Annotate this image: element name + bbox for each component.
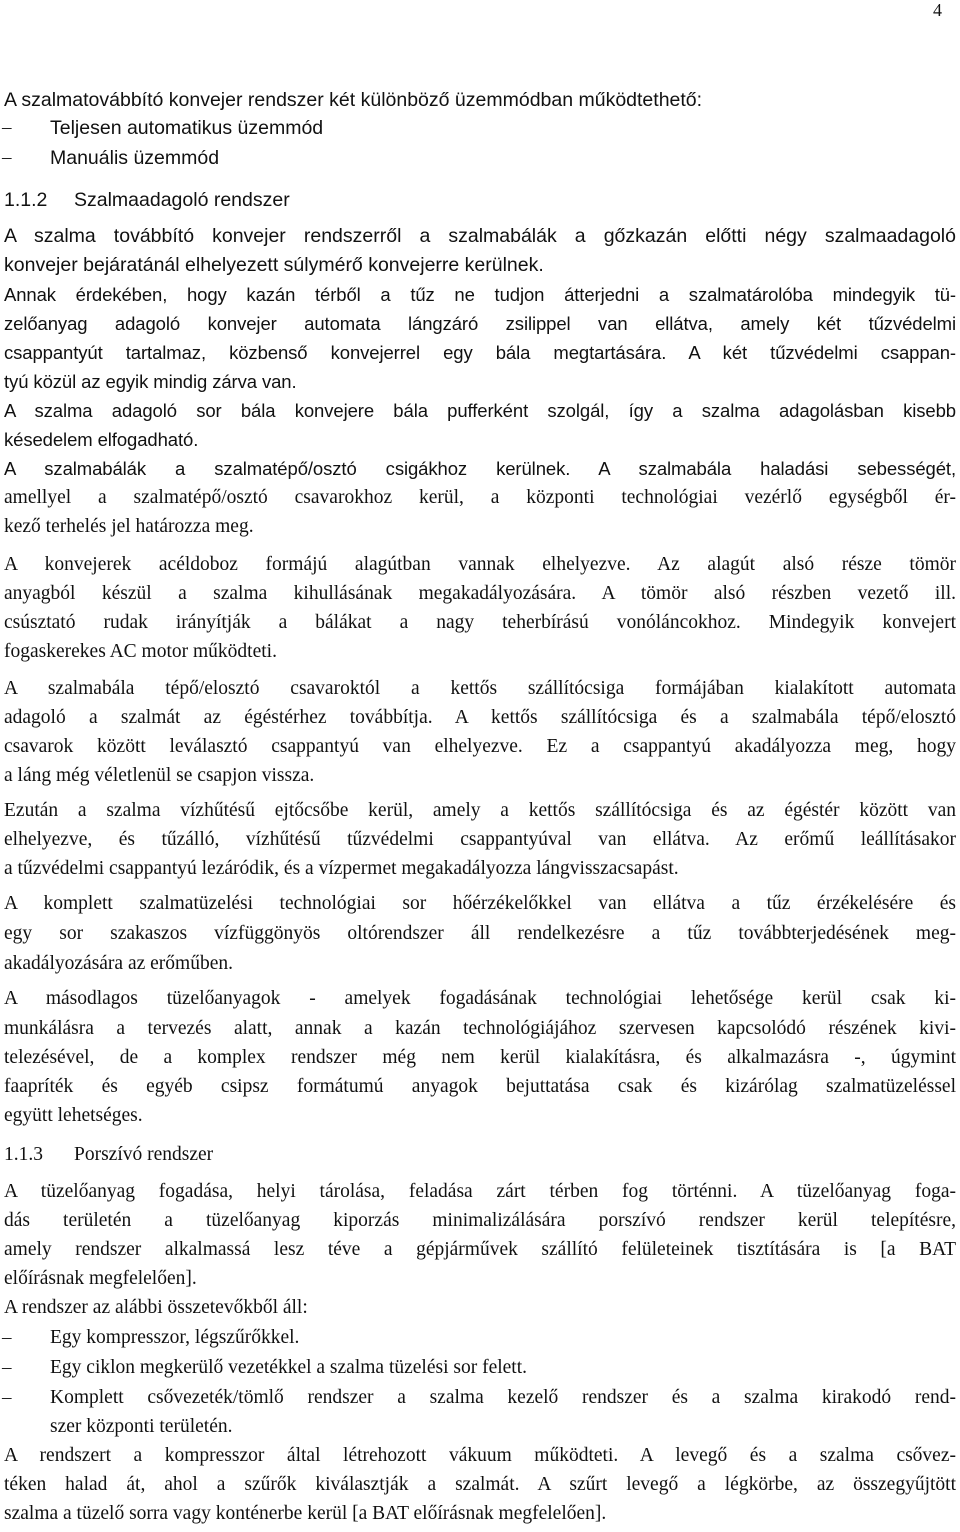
text-line: Annak érdekében, hogy kazán térből a tűz ne tudjon átterjedni a szalmatárolóba mindegyik tü- xyxy=(4,284,956,305)
list-dash: – xyxy=(2,1357,12,1378)
page-number: 4 xyxy=(933,0,942,20)
text-line: szalma a tüzelő sorra vagy konténerbe kerül [a BAT előírásnak megfelelően]. xyxy=(4,1503,607,1524)
text-line: A szalmabála tépő/elosztó csavaroktól a kettős szállítócsiga formájában kialakított automata xyxy=(4,678,956,699)
text-line: A rendszer az alábbi összetevőkből áll: xyxy=(4,1297,308,1318)
list-dash: – xyxy=(2,147,12,168)
text-line: akadályozására az erőműben. xyxy=(4,953,233,974)
text-line: konvejer bejáratánál elhelyezett súlymérő konvejerre kerülnek. xyxy=(4,254,544,276)
text-line: faapríték és egyéb csipsz formátumú anyagok bejuttatása csak és kizárólag szalmatüzeléssel xyxy=(4,1076,956,1097)
section-heading xyxy=(4,188,290,212)
list-item: Egy kompresszor, légszűrőkkel. xyxy=(50,1327,300,1348)
text-line: előírásnak megfelelően]. xyxy=(4,1268,197,1289)
section-heading xyxy=(4,1143,213,1167)
text-line: kező terhelés jel határozza meg. xyxy=(4,516,254,537)
text-line: A szalma adagoló sor bála konvejere bála pufferként szolgál, így a szalma adagolásban kisebb xyxy=(4,400,956,421)
heading-title: Porszívó rendszer xyxy=(74,1144,214,1165)
text-line: fogaskerekes AC motor működteti. xyxy=(4,641,277,662)
text-line: telezésével, de a komplex rendszer még nem kerül kialakításra, és alkalmazásra -, úgymint xyxy=(4,1047,956,1068)
text-line: A rendszert a kompresszor által létrehozott vákuum működteti. A levegő és a szalma csővez- xyxy=(4,1445,956,1466)
list-item: Teljesen automatikus üzemmód xyxy=(50,117,324,139)
text-line: munkálásra a tervezés alatt, annak a kazán technológiájához szervesen kapcsolódó részének kivi- xyxy=(4,1018,956,1039)
text-line: a tűzvédelmi csappantyú lezáródik, és a vízpermet megakadályozza lángvisszacsapást. xyxy=(4,858,679,879)
heading-title: Szalmaadagoló rendszer xyxy=(74,189,290,211)
text-line: a láng még véletlenül se csapjon vissza. xyxy=(4,765,315,786)
text-line: A szalma továbbító konvejer rendszerről a szalmabálák a gőzkazán előtti négy szalmaadagoló xyxy=(4,225,956,247)
text-line: csavarok között leválasztó csappantyú van elhelyezve. Ez a csappantyú akadályozza meg, hogy xyxy=(4,736,956,757)
text-line: Ezután a szalma vízhűtésű ejtőcsőbe kerül, amely a kettős szállítócsiga és az égéstér között van xyxy=(4,800,956,821)
text-line: téken halad át, ahol a szűrők kiválasztják a szalmát. A szűrt levegő a légkörbe, az összegyűjtött xyxy=(4,1474,956,1495)
list-dash: – xyxy=(2,1387,12,1408)
text-line: együtt lehetséges. xyxy=(4,1105,143,1126)
list-item-continuation: szer központi területén. xyxy=(50,1416,233,1437)
list-dash: – xyxy=(2,1327,12,1348)
text-line: tyú közül az egyik mindig zárva van. xyxy=(4,371,297,392)
text-line: csúsztató rudak irányítják a bálákat a nagy teherbírású vonóláncokhoz. Mindegyik konvejert xyxy=(4,612,956,633)
text-line: csappantyút tartalmaz, közbenső konvejerrel egy bála megtartására. A két tűzvédelmi csappan- xyxy=(4,342,956,363)
text-line: zelőanyag adagoló konvejer automata lángzáró zsilippel van ellátva, amely két tűzvédelmi xyxy=(4,313,956,334)
heading-number: 1.1.3 xyxy=(4,1144,43,1165)
text-line: A komplett szalmatüzelési technológiai sor hőérzékelőkkel van ellátva a tűz érzékelésére és xyxy=(4,893,956,914)
text-line: egy sor szakaszos vízfüggönyös oltórendszer áll rendelkezésre a tűz továbbterjedésének meg- xyxy=(4,923,956,944)
list-item: Egy ciklon megkerülő vezetékkel a szalma tüzelési sor felett. xyxy=(50,1357,528,1378)
text-line: anyagból készül a szalma kihullásának megakadályozására. A tömör alsó részben vezető ill. xyxy=(4,583,956,604)
text-line: A szalmatovábbító konvejer rendszer két különböző üzemmódban működtethető: xyxy=(4,89,703,111)
text-line: késedelem elfogadható. xyxy=(4,429,199,450)
text-line: A konvejerek acéldoboz formájú alagútban vannak elhelyezve. Az alagút alsó része tömör xyxy=(4,554,956,575)
text-line: A másodlagos tüzelőanyagok - amelyek fogadásának technológiai lehetősége kerül csak ki- xyxy=(4,988,956,1009)
text-line: elhelyezve, és tűzálló, vízhűtésű tűzvédelmi csappantyúval van ellátva. Az erőmű leállításakor xyxy=(4,829,956,850)
list-item: Manuális üzemmód xyxy=(50,147,220,169)
text-line: amellyel a szalmatépő/osztó csavarokhoz kerül, a központi technológiai vezérlő egységből ér- xyxy=(4,487,956,508)
list-item: Komplett csővezeték/tömlő rendszer a szalma kezelő rendszer és a szalma kirakodó rend- xyxy=(50,1387,956,1408)
list-dash: – xyxy=(2,117,12,138)
heading-number: 1.1.2 xyxy=(4,189,48,211)
text-line: adagoló a szalmát az égéstérhez továbbítja. A kettős szállítócsiga és a szalmabála tépő/elosztó xyxy=(4,707,956,728)
text-line: dás területén a tüzelőanyag kiporzás minimalizálására porszívó rendszer kerül telepítésre, xyxy=(4,1210,956,1231)
text-line: A tüzelőanyag fogadása, helyi tárolása, feladása zárt térben fog történni. A tüzelőanyag foga- xyxy=(4,1181,956,1202)
text-line: A szalmabálák a szalmatépő/osztó csigákhoz kerülnek. A szalmabála haladási sebességét, xyxy=(4,458,956,479)
text-line: amely rendszer alkalmassá lesz téve a gépjárművek szállító felületeinek tisztítására is [a BAT xyxy=(4,1239,956,1260)
